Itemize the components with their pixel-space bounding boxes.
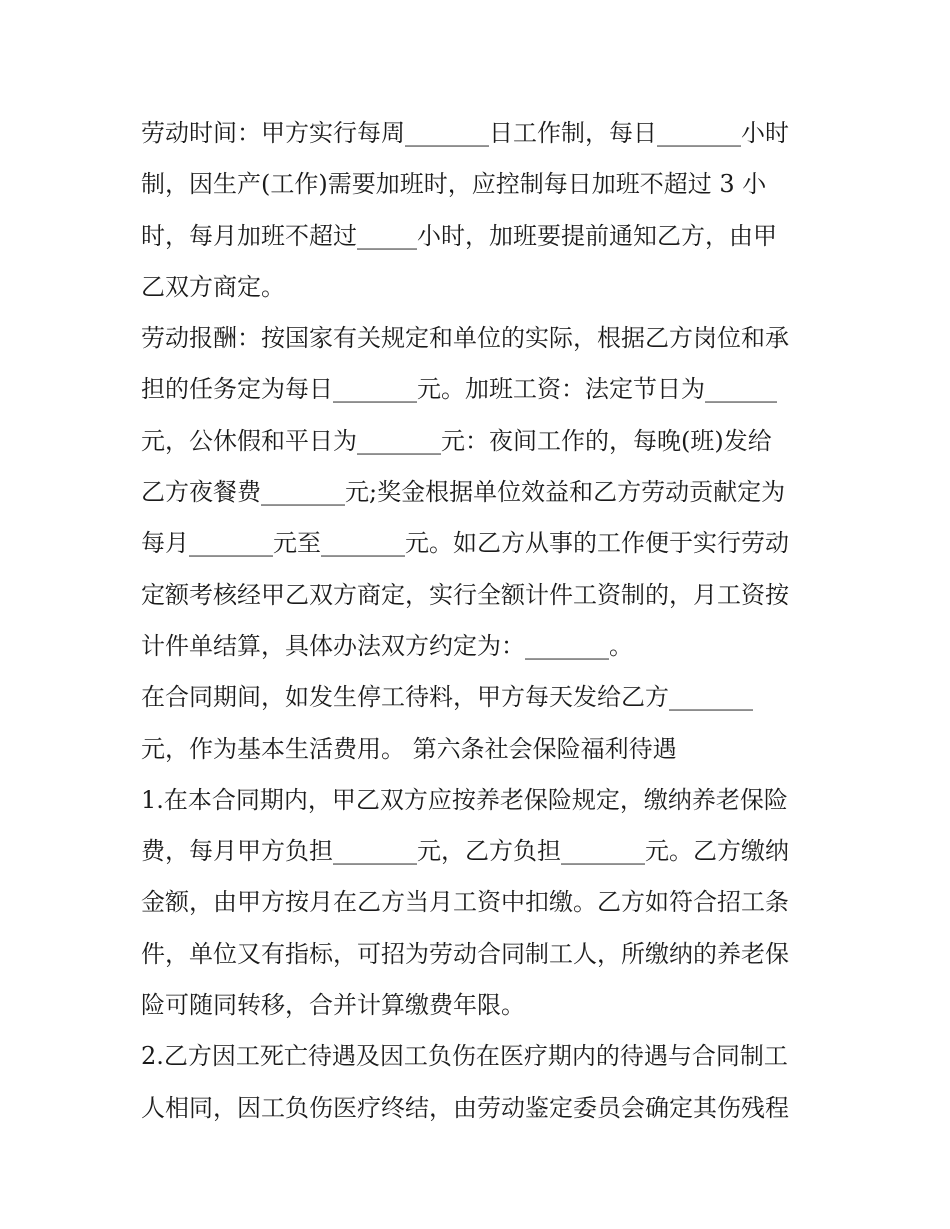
text-line: 金额，由甲方按月在乙方当月工资中扣缴。乙方如符合招工条 (141, 888, 789, 917)
text-line: 担的任务定为每日_______元。加班工资：法定节日为______ (141, 375, 777, 404)
text-line: 费，每月甲方负担_______元，乙方负担_______元。乙方缴纳 (141, 837, 789, 866)
text-line: 乙双方商定。 (141, 272, 285, 301)
text-line: 劳动报酬：按国家有关规定和单位的实际，根据乙方岗位和承 (141, 324, 789, 353)
text-line: 元，作为基本生活费用。 第六条社会保险福利待遇 (141, 734, 677, 763)
text-line: 件，单位又有指标，可招为劳动合同制工人，所缴纳的养老保 (141, 939, 789, 968)
text-line: 在合同期间，如发生停工待料，甲方每天发给乙方_______ (141, 683, 753, 712)
text-line: 时，每月加班不超过_____小时，加班要提前通知乙方，由甲 (141, 221, 777, 250)
text-line: 制，因生产(工作)需要加班时，应控制每日加班不超过 3 小 (141, 170, 767, 199)
text-line: 元，公休假和平日为_______元：夜间工作的，每晚(班)发给 (141, 426, 772, 455)
text-line: 每月_______元至_______元。如乙方从事的工作便于实行劳动 (141, 529, 789, 558)
text-line: 人相同，因工负伤医疗终结，由劳动鉴定委员会确定其伤残程 (141, 1093, 789, 1122)
document-body (141, 108, 821, 1134)
text-line: 2.乙方因工死亡待遇及因工负伤在医疗期内的待遇与合同制工 (141, 1042, 788, 1071)
text-line: 计件单结算，具体办法双方约定为：_______。 (141, 631, 633, 660)
text-line: 定额考核经甲乙双方商定，实行全额计件工资制的，月工资按 (141, 580, 789, 609)
text-line: 劳动时间：甲方实行每周_______日工作制，每日_______小时 (141, 119, 789, 147)
text-line: 乙方夜餐费_______元;奖金根据单位效益和乙方劳动贡献定为 (141, 478, 786, 507)
text-line: 险可随同转移，合并计算缴费年限。 (141, 991, 525, 1020)
text-line: 1.在本合同期内，甲乙双方应按养老保险规定，缴纳养老保险 (141, 785, 788, 814)
